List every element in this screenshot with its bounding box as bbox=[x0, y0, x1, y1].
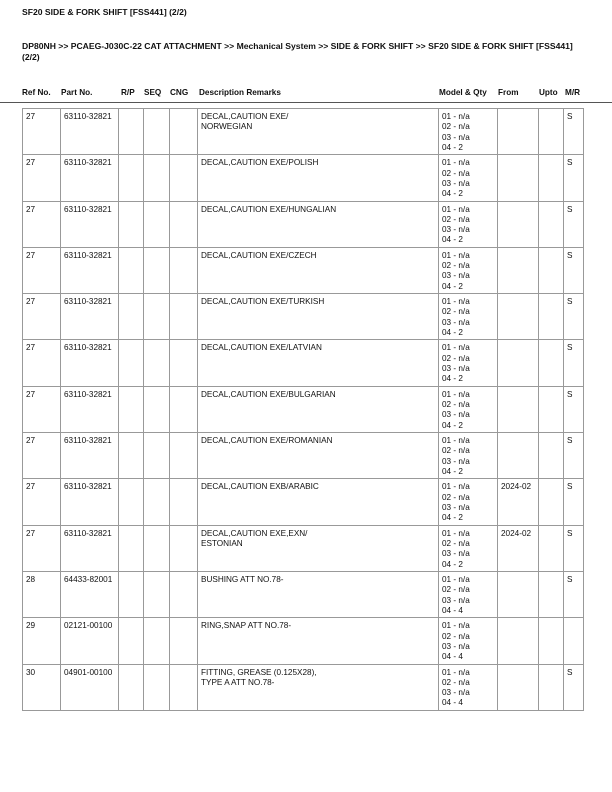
model-qty-line: 01 - n/a bbox=[442, 436, 470, 446]
model-qty-line: 03 - n/a bbox=[442, 225, 470, 235]
upto-date bbox=[539, 247, 564, 293]
col-part: Part No. bbox=[61, 88, 93, 97]
rp-cell bbox=[119, 479, 144, 525]
model-qty-line: 02 - n/a bbox=[442, 122, 470, 132]
description bbox=[198, 618, 439, 664]
table-row bbox=[23, 571, 584, 617]
seq-cell bbox=[144, 386, 170, 432]
table-row bbox=[23, 109, 584, 155]
col-from: From bbox=[498, 88, 519, 97]
description-line: DECAL,CAUTION EXE/ bbox=[201, 112, 289, 121]
seq-cell bbox=[144, 525, 170, 571]
page-title: SF20 SIDE & FORK SHIFT [FSS441] (2/2) bbox=[22, 7, 187, 17]
description-line: NORWEGIAN bbox=[201, 122, 253, 132]
model-qty-line: 04 - 2 bbox=[442, 189, 463, 199]
part-no: 63110-32821 bbox=[61, 294, 119, 340]
ref-no: 30 bbox=[23, 664, 61, 710]
ref-no: 27 bbox=[23, 294, 61, 340]
seq-cell bbox=[144, 479, 170, 525]
col-rp: R/P bbox=[121, 88, 135, 97]
from-date bbox=[498, 155, 539, 201]
mr-code: S bbox=[564, 247, 584, 293]
upto-date bbox=[539, 340, 564, 386]
upto-date bbox=[539, 155, 564, 201]
from-date bbox=[498, 201, 539, 247]
model-qty-line: 03 - n/a bbox=[442, 456, 470, 466]
part-no: 63110-32821 bbox=[61, 201, 119, 247]
table-row bbox=[23, 201, 584, 247]
model-qty-line: 01 - n/a bbox=[442, 204, 470, 214]
table-row bbox=[23, 664, 584, 710]
mr-code: S bbox=[564, 294, 584, 340]
model-qty bbox=[439, 386, 498, 432]
model-qty-line: 04 - 2 bbox=[442, 235, 463, 245]
mr-code bbox=[564, 618, 584, 664]
model-qty-line: 01 - n/a bbox=[442, 621, 470, 631]
from-date bbox=[498, 109, 539, 155]
rp-cell bbox=[119, 525, 144, 571]
mr-code: S bbox=[564, 386, 584, 432]
table-row bbox=[23, 155, 584, 201]
description-line: DECAL,CAUTION EXE/ROMANIAN bbox=[201, 436, 333, 446]
upto-date bbox=[539, 109, 564, 155]
seq-cell bbox=[144, 109, 170, 155]
cng-cell bbox=[170, 294, 198, 340]
mr-code: S bbox=[564, 571, 584, 617]
cng-cell bbox=[170, 433, 198, 479]
table-row bbox=[23, 433, 584, 479]
part-no: 02121-00100 bbox=[61, 618, 119, 664]
model-qty bbox=[439, 340, 498, 386]
from-date bbox=[498, 386, 539, 432]
model-qty-line: 03 - n/a bbox=[442, 178, 470, 188]
table-row bbox=[23, 294, 584, 340]
part-no: 63110-32821 bbox=[61, 433, 119, 479]
table-row bbox=[23, 247, 584, 293]
model-qty-line: 03 - n/a bbox=[442, 688, 470, 698]
model-qty-line: 02 - n/a bbox=[442, 538, 470, 548]
upto-date bbox=[539, 294, 564, 340]
upto-date bbox=[539, 664, 564, 710]
rp-cell bbox=[119, 201, 144, 247]
rp-cell bbox=[119, 294, 144, 340]
model-qty bbox=[439, 247, 498, 293]
mr-code: S bbox=[564, 155, 584, 201]
model-qty-line: 01 - n/a bbox=[442, 112, 470, 121]
model-qty-line: 04 - 2 bbox=[442, 142, 463, 152]
description bbox=[198, 571, 439, 617]
ref-no: 27 bbox=[23, 433, 61, 479]
seq-cell bbox=[144, 571, 170, 617]
header-divider bbox=[0, 102, 612, 103]
cng-cell bbox=[170, 109, 198, 155]
part-no: 63110-32821 bbox=[61, 109, 119, 155]
seq-cell bbox=[144, 294, 170, 340]
col-ref: Ref No. bbox=[22, 88, 51, 97]
ref-no: 29 bbox=[23, 618, 61, 664]
description-line: DECAL,CAUTION EXB/ARABIC bbox=[201, 482, 319, 492]
model-qty-line: 01 - n/a bbox=[442, 528, 470, 538]
model-qty-line: 04 - 4 bbox=[442, 605, 463, 615]
upto-date bbox=[539, 618, 564, 664]
model-qty-line: 01 - n/a bbox=[442, 574, 470, 584]
cng-cell bbox=[170, 340, 198, 386]
description bbox=[198, 433, 439, 479]
cng-cell bbox=[170, 571, 198, 617]
model-qty-line: 01 - n/a bbox=[442, 667, 470, 677]
description-line: FITTING, GREASE (0.125X28), bbox=[201, 667, 317, 677]
model-qty-line: 02 - n/a bbox=[442, 214, 470, 224]
model-qty-line: 03 - n/a bbox=[442, 132, 470, 142]
model-qty bbox=[439, 618, 498, 664]
model-qty-line: 02 - n/a bbox=[442, 168, 470, 178]
model-qty-line: 03 - n/a bbox=[442, 271, 470, 281]
rp-cell bbox=[119, 433, 144, 479]
seq-cell bbox=[144, 433, 170, 479]
ref-no: 28 bbox=[23, 571, 61, 617]
description bbox=[198, 664, 439, 710]
rp-cell bbox=[119, 386, 144, 432]
model-qty-line: 02 - n/a bbox=[442, 307, 470, 317]
model-qty-line: 03 - n/a bbox=[442, 410, 470, 420]
part-no: 63110-32821 bbox=[61, 386, 119, 432]
table-row bbox=[23, 340, 584, 386]
model-qty bbox=[439, 479, 498, 525]
from-date bbox=[498, 433, 539, 479]
ref-no: 27 bbox=[23, 525, 61, 571]
col-seq: SEQ bbox=[144, 88, 162, 97]
model-qty-line: 04 - 2 bbox=[442, 559, 463, 569]
mr-code: S bbox=[564, 340, 584, 386]
cng-cell bbox=[170, 247, 198, 293]
part-no: 63110-32821 bbox=[61, 479, 119, 525]
description-line: DECAL,CAUTION EXE/BULGARIAN bbox=[201, 389, 336, 399]
rp-cell bbox=[119, 340, 144, 386]
description-line: DECAL,CAUTION EXE/POLISH bbox=[201, 158, 319, 168]
ref-no: 27 bbox=[23, 340, 61, 386]
model-qty bbox=[439, 525, 498, 571]
description-line: TYPE A ATT NO.78- bbox=[201, 677, 275, 687]
rp-cell bbox=[119, 247, 144, 293]
mr-code: S bbox=[564, 433, 584, 479]
cng-cell bbox=[170, 618, 198, 664]
description bbox=[198, 386, 439, 432]
ref-no: 27 bbox=[23, 479, 61, 525]
cng-cell bbox=[170, 386, 198, 432]
model-qty-line: 04 - 2 bbox=[442, 374, 463, 384]
from-date bbox=[498, 247, 539, 293]
seq-cell bbox=[144, 664, 170, 710]
model-qty-line: 01 - n/a bbox=[442, 389, 470, 399]
model-qty-line: 02 - n/a bbox=[442, 446, 470, 456]
from-date bbox=[498, 340, 539, 386]
model-qty-line: 03 - n/a bbox=[442, 364, 470, 374]
model-qty-line: 04 - 2 bbox=[442, 420, 463, 430]
description bbox=[198, 340, 439, 386]
part-no: 63110-32821 bbox=[61, 155, 119, 201]
description-line: DECAL,CAUTION EXE/HUNGALIAN bbox=[201, 204, 337, 214]
col-mr: M/R bbox=[565, 88, 581, 97]
model-qty-line: 02 - n/a bbox=[442, 677, 470, 687]
col-desc: Description Remarks bbox=[199, 88, 281, 97]
ref-no: 27 bbox=[23, 247, 61, 293]
col-upto: Upto bbox=[539, 88, 558, 97]
parts-table bbox=[22, 108, 584, 711]
table-row bbox=[23, 479, 584, 525]
model-qty-line: 02 - n/a bbox=[442, 261, 470, 271]
model-qty-line: 03 - n/a bbox=[442, 641, 470, 651]
table-row bbox=[23, 618, 584, 664]
upto-date bbox=[539, 479, 564, 525]
from-date: 2024-02 bbox=[498, 479, 539, 525]
model-qty-line: 01 - n/a bbox=[442, 250, 470, 260]
description-line: DECAL,CAUTION EXE,EXN/ bbox=[201, 528, 308, 538]
upto-date bbox=[539, 386, 564, 432]
upto-date bbox=[539, 433, 564, 479]
description-line: DECAL,CAUTION EXE/TURKISH bbox=[201, 297, 325, 307]
model-qty-line: 02 - n/a bbox=[442, 631, 470, 641]
model-qty-line: 02 - n/a bbox=[442, 585, 470, 595]
model-qty-line: 04 - 2 bbox=[442, 281, 463, 291]
model-qty bbox=[439, 294, 498, 340]
col-cng: CNG bbox=[170, 88, 189, 97]
mr-code: S bbox=[564, 664, 584, 710]
description-line: BUSHING ATT NO.78- bbox=[201, 574, 284, 584]
model-qty-line: 01 - n/a bbox=[442, 482, 470, 492]
rp-cell bbox=[119, 571, 144, 617]
part-no: 63110-32821 bbox=[61, 340, 119, 386]
model-qty-line: 01 - n/a bbox=[442, 158, 470, 168]
cng-cell bbox=[170, 155, 198, 201]
mr-code: S bbox=[564, 479, 584, 525]
rp-cell bbox=[119, 618, 144, 664]
part-no: 63110-32821 bbox=[61, 525, 119, 571]
upto-date bbox=[539, 525, 564, 571]
model-qty bbox=[439, 664, 498, 710]
from-date bbox=[498, 571, 539, 617]
model-qty-line: 04 - 2 bbox=[442, 513, 463, 523]
upto-date bbox=[539, 201, 564, 247]
seq-cell bbox=[144, 155, 170, 201]
model-qty-line: 04 - 2 bbox=[442, 328, 463, 338]
description-line: DECAL,CAUTION EXE/CZECH bbox=[201, 250, 317, 260]
description-line: DECAL,CAUTION EXE/LATVIAN bbox=[201, 343, 322, 353]
description-line: ESTONIAN bbox=[201, 538, 243, 548]
description bbox=[198, 294, 439, 340]
from-date: 2024-02 bbox=[498, 525, 539, 571]
ref-no: 27 bbox=[23, 109, 61, 155]
rp-cell bbox=[119, 664, 144, 710]
model-qty-line: 04 - 2 bbox=[442, 466, 463, 476]
part-no: 04901-00100 bbox=[61, 664, 119, 710]
model-qty bbox=[439, 433, 498, 479]
ref-no: 27 bbox=[23, 155, 61, 201]
from-date bbox=[498, 664, 539, 710]
model-qty-line: 01 - n/a bbox=[442, 343, 470, 353]
model-qty-line: 04 - 4 bbox=[442, 652, 463, 662]
seq-cell bbox=[144, 340, 170, 386]
model-qty-line: 03 - n/a bbox=[442, 549, 470, 559]
model-qty bbox=[439, 571, 498, 617]
seq-cell bbox=[144, 247, 170, 293]
part-no: 64433-82001 bbox=[61, 571, 119, 617]
model-qty-line: 02 - n/a bbox=[442, 400, 470, 410]
table-row bbox=[23, 386, 584, 432]
description bbox=[198, 479, 439, 525]
description bbox=[198, 525, 439, 571]
rp-cell bbox=[119, 155, 144, 201]
cng-cell bbox=[170, 479, 198, 525]
rp-cell bbox=[119, 109, 144, 155]
description-line: RING,SNAP ATT NO.78- bbox=[201, 621, 292, 631]
cng-cell bbox=[170, 201, 198, 247]
model-qty-line: 03 - n/a bbox=[442, 317, 470, 327]
cng-cell bbox=[170, 525, 198, 571]
description bbox=[198, 201, 439, 247]
model-qty-line: 02 - n/a bbox=[442, 492, 470, 502]
part-no: 63110-32821 bbox=[61, 247, 119, 293]
mr-code: S bbox=[564, 201, 584, 247]
from-date bbox=[498, 618, 539, 664]
mr-code: S bbox=[564, 109, 584, 155]
seq-cell bbox=[144, 201, 170, 247]
mr-code: S bbox=[564, 525, 584, 571]
ref-no: 27 bbox=[23, 386, 61, 432]
cng-cell bbox=[170, 664, 198, 710]
model-qty bbox=[439, 155, 498, 201]
seq-cell bbox=[144, 618, 170, 664]
table-row bbox=[23, 525, 584, 571]
model-qty bbox=[439, 201, 498, 247]
upto-date bbox=[539, 571, 564, 617]
from-date bbox=[498, 294, 539, 340]
model-qty-line: 02 - n/a bbox=[442, 353, 470, 363]
model-qty-line: 03 - n/a bbox=[442, 502, 470, 512]
description bbox=[198, 155, 439, 201]
model-qty-line: 03 - n/a bbox=[442, 595, 470, 605]
breadcrumb: DP80NH >> PCAEG-J030C-22 CAT ATTACHMENT >> Mechanical System >> SIDE & FORK SHIFT >> SF20 SIDE & FORK SHIFT [FSS441] (2/2) bbox=[22, 41, 573, 62]
description bbox=[198, 109, 439, 155]
model-qty-line: 01 - n/a bbox=[442, 297, 470, 307]
model-qty-line: 04 - 4 bbox=[442, 698, 463, 708]
ref-no: 27 bbox=[23, 201, 61, 247]
column-headers bbox=[0, 88, 612, 100]
model-qty bbox=[439, 109, 498, 155]
description bbox=[198, 247, 439, 293]
col-model: Model & Qty bbox=[439, 88, 487, 97]
